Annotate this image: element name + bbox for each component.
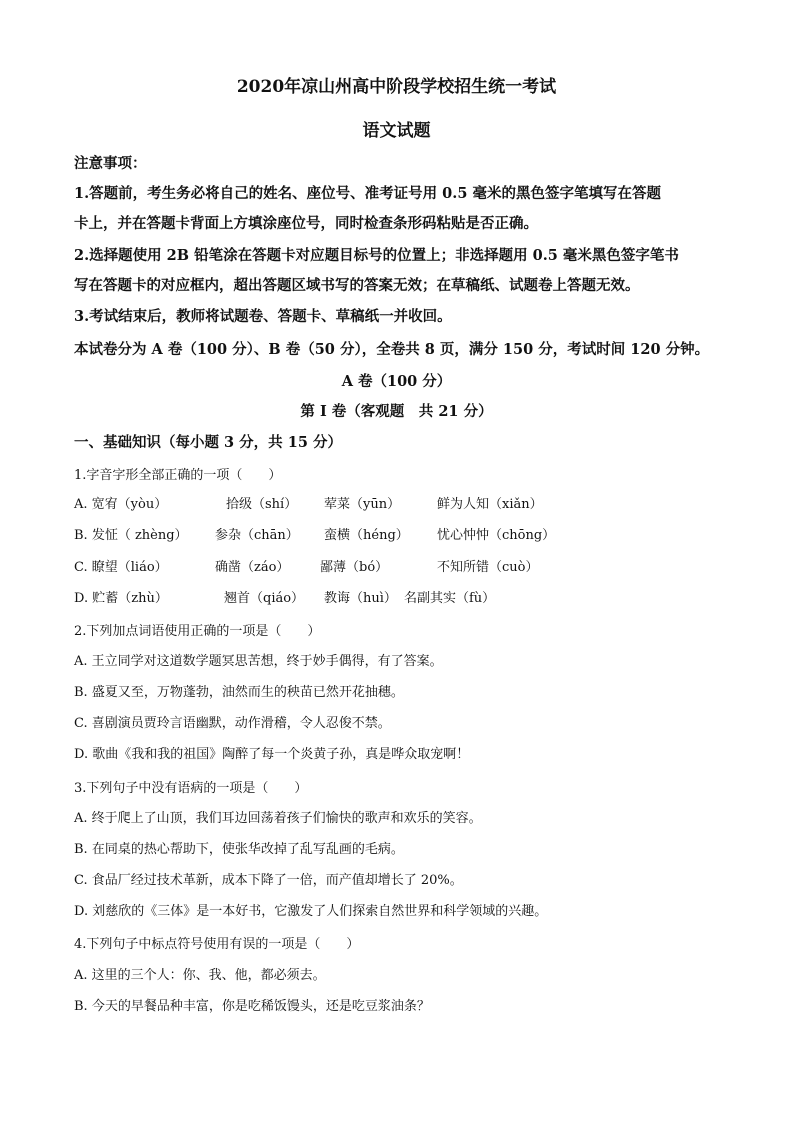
question-4-stem: 4.下列句子中标点符号使用有误的一项是（ ）	[74, 937, 360, 952]
exam-subtitle: 语文试题	[362, 121, 431, 141]
q2-option-c: C. 喜剧演员贾玲言语幽默，动作滑稽，令人忍俊不禁。	[74, 716, 391, 731]
question-1-stem: 1.字音字形全部正确的一项（ ）	[74, 468, 282, 483]
exam-title: 2020年凉山州高中阶段学校招生统一考试	[236, 77, 557, 97]
q4-option-a: A. 这里的三个人：你、我、他，都必须去。	[74, 968, 326, 983]
q1-option-c-item: 鄙薄（bó）	[320, 560, 389, 575]
q1-option-d-item: 翘首（qiáo）	[224, 591, 305, 606]
q1-option-c-item: 确凿（záo）	[215, 560, 290, 575]
question-3-stem: 3.下列句子中没有语病的一项是（ ）	[74, 781, 308, 796]
q1-option-c-item: C. 瞭望（liáo）	[74, 560, 168, 575]
q3-option-a: A. 终于爬上了山顶，我们耳边回荡着孩子们愉快的歌声和欢乐的笑容。	[74, 811, 482, 826]
notice-line: 写在答题卡的对应框内，超出答题区域书写的答案无效；在草稿纸、试题卷上答题无效。	[74, 277, 640, 294]
q1-option-b-item: 参杂（chān）	[215, 528, 299, 543]
q1-option-c-item: 不知所错（cuò）	[437, 560, 539, 575]
part-1-heading: 第 I 卷（客观题 共 21 分）	[300, 403, 493, 420]
question-2-stem: 2.下列加点词语使用正确的一项是（ ）	[74, 624, 321, 639]
notice-line: 本试卷分为 A 卷（100 分）、B 卷（50 分），全卷共 8 页，满分 150 分，考试时间 120 分钟。	[74, 341, 710, 358]
q2-option-d: D. 歌曲《我和我的祖国》陶醉了每一个炎黄子孙，真是哗众取宠啊！	[74, 747, 470, 762]
q1-option-d-item: 教诲（huì）	[324, 591, 397, 606]
q1-option-d-item: D. 贮蓄（zhù）	[74, 591, 168, 606]
notice-line: 1.答题前，考生务必将自己的姓名、座位号、准考证号用 0.5 毫米的黑色签字笔填写在答题	[74, 185, 661, 202]
notice-heading: 注意事项：	[74, 155, 147, 172]
q2-option-a: A. 王立同学对这道数学题冥思苦想，终于妙手偶得，有了答案。	[74, 654, 443, 669]
section-a-heading: A 卷（100 分）	[341, 373, 452, 390]
notice-line: 3.考试结束后，教师将试题卷、答题卡、草稿纸一并收回。	[74, 308, 452, 325]
q1-option-a-item: 拾级（shí）	[226, 497, 298, 512]
notice-line: 卡上，并在答题卡背面上方填涂座位号，同时检查条形码粘贴是否正确。	[74, 215, 538, 232]
q1-option-b-item: 蛮横（héng）	[324, 528, 409, 543]
section-1-heading: 一、基础知识（每小题 3 分，共 15 分）	[74, 434, 342, 451]
q1-option-b-item: 忧心忡忡（chōng）	[437, 528, 556, 543]
q1-option-d-item: 名副其实（fù）	[404, 591, 496, 606]
notice-line: 2.选择题使用 2B 铅笔涂在答题卡对应题目标号的位置上；非选择题用 0.5 毫米黑色签字笔书	[74, 247, 679, 264]
q3-option-c: C. 食品厂经过技术革新，成本下降了一倍，而产值却增长了 20%。	[74, 873, 463, 888]
q1-option-a-item: 鲜为人知（xiǎn）	[437, 497, 543, 512]
q1-option-a-item: 荤菜（yūn）	[324, 497, 401, 512]
q2-option-b: B. 盛夏又至，万物蓬勃，油然而生的秧苗已然开花抽穗。	[74, 685, 404, 700]
q3-option-d: D. 刘慈欣的《三体》是一本好书，它激发了人们探索自然世界和科学领域的兴趣。	[74, 904, 548, 919]
q1-option-a-item: A. 宽宥（yòu）	[74, 497, 168, 512]
q4-option-b: B. 今天的早餐品种丰富，你是吃稀饭馒头，还是吃豆浆油条？	[74, 999, 430, 1014]
q1-option-b-item: B. 发怔（ zhèng）	[74, 528, 188, 543]
q3-option-b: B. 在同桌的热心帮助下，使张华改掉了乱写乱画的毛病。	[74, 842, 404, 857]
